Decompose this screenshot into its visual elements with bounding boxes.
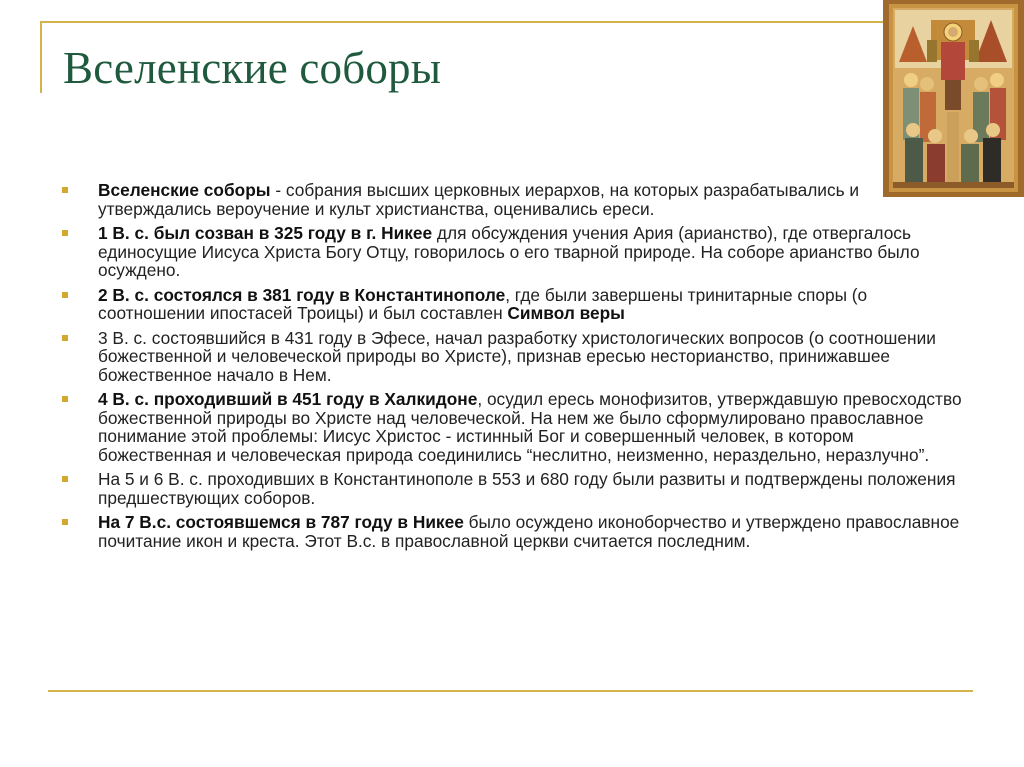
- item-text: для обсуждения учения Ария (арианство), где отвергалось единосущие Иисуса Христа Богу Отцу, говорилось о его тварной природе. На соборе арианство было осуждено.: [98, 223, 920, 280]
- item-text: - собрания высших церковных иерархов, на которых разрабатывались и утверждались вероучение и культ христианства, оценивались ереси.: [98, 180, 860, 219]
- title-frame-top-line: [40, 21, 890, 23]
- item-bold-text: 1 В. с. был созван в 325 году в г. Никее: [98, 223, 433, 243]
- list-item: [62, 390, 967, 464]
- list-item: [62, 513, 967, 550]
- bullet-square-icon: [62, 476, 68, 482]
- item-bold-text: На 7 В.с. состоявшемся в 787 году в Никее: [98, 512, 464, 532]
- bullet-square-icon: [62, 519, 68, 525]
- list-item: [62, 329, 967, 385]
- list-item: [62, 286, 967, 323]
- item-bold-text: 4 В. с. проходивший в 451 году в Халкидоне: [98, 389, 478, 409]
- bullet-square-icon: [62, 230, 68, 236]
- item-text: , осудил ересь монофизитов, утверждавшую превосходство божественной природы во Христе над человеческой. На нем же было сформулировано православное понимание этой проблемы: Иисус Христос - истинный Бог и совершенный человек, в котором божественная и человеческая природа соединились “неслитно, неизменно, нераздельно, неразлучно”.: [98, 389, 962, 465]
- bullet-square-icon: [62, 187, 68, 193]
- item-text: было осуждено иконоборчество и утверждено православное почитание икон и креста. Этот В.с. в православной церкви считается последним.: [98, 512, 960, 551]
- item-text: На 5 и 6 В. с. проходивших в Константинополе в 553 и 680 году были развиты и подтверждены положения предшествующих соборов.: [98, 469, 956, 508]
- list-item: [62, 470, 967, 507]
- council-list: [62, 181, 967, 556]
- title-frame-left-line: [40, 21, 42, 93]
- item-text: , где были завершены тринитарные споры (о соотношении ипостасей Троицы) и был составлен: [98, 284, 868, 323]
- bullet-square-icon: [62, 396, 68, 402]
- bullet-square-icon: [62, 292, 68, 298]
- orthodox-council-icon: [883, 0, 1024, 197]
- slide-title: Вселенские соборы: [63, 43, 442, 93]
- list-item: [62, 224, 967, 280]
- bullet-square-icon: [62, 335, 68, 341]
- list-item: [62, 181, 967, 218]
- item-bold-suffix: Символ веры: [507, 303, 625, 323]
- item-bold-text: 2 В. с. состоялся в 381 году в Константинополе: [98, 284, 506, 305]
- item-bold-text: Вселенские соборы: [98, 180, 271, 200]
- bottom-divider: [48, 690, 973, 692]
- item-text: 3 В. с. состоявшийся в 431 году в Эфесе, начал разработку христологических вопросов (о соотношении божественной и человеческой природы во Христе), признав ересью несторианство, принижавшее божественное начало в Нем.: [98, 327, 936, 385]
